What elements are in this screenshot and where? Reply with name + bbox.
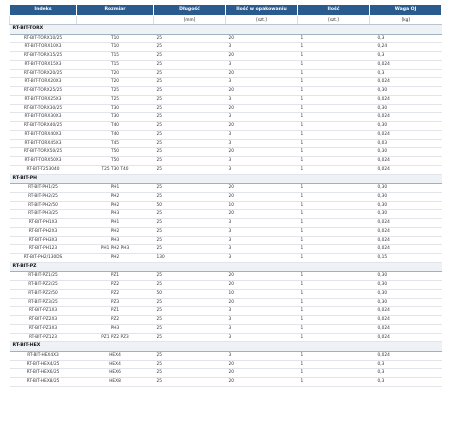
ilosc-cell: 1: [298, 281, 370, 290]
waga-cell: 0,024: [370, 157, 442, 166]
waga-cell: 0,30: [370, 298, 442, 307]
column-header-rozmiar: Rozmiar: [77, 5, 154, 16]
waga-cell: 0,024: [370, 227, 442, 236]
waga-cell: 0,3: [370, 34, 442, 43]
waga-cell: 0,024: [370, 316, 442, 325]
ilosc-opak-cell: 20: [226, 281, 298, 290]
table-row: [10, 324, 442, 333]
dlugosc-cell: 50: [154, 201, 226, 210]
dlugosc-cell: 25: [154, 157, 226, 166]
rozmiar-cell: PH3: [77, 210, 154, 219]
ilosc-cell: 1: [298, 78, 370, 87]
waga-cell: 0,024: [370, 78, 442, 87]
rozmiar-cell: T15: [77, 60, 154, 69]
ilosc-opak-cell: 3: [226, 157, 298, 166]
table-row: [10, 316, 442, 325]
ilosc-opak-cell: 20: [226, 104, 298, 113]
rozmiar-cell: T20: [77, 78, 154, 87]
rozmiar-cell: T50: [77, 157, 154, 166]
unit-cell: [szt.]: [226, 16, 298, 25]
indeks-cell: RT-BIT-TORX10/25: [10, 34, 77, 43]
ilosc-cell: 1: [298, 95, 370, 104]
dlugosc-cell: 50: [154, 289, 226, 298]
rozmiar-cell: T50: [77, 148, 154, 157]
ilosc-cell: 1: [298, 316, 370, 325]
ilosc-opak-cell: 3: [226, 130, 298, 139]
dlugosc-cell: 130: [154, 254, 226, 263]
table-row: [10, 360, 442, 369]
ilosc-cell: 1: [298, 378, 370, 387]
ilosc-cell: 1: [298, 351, 370, 360]
ilosc-opak-cell: 3: [226, 139, 298, 148]
rozmiar-cell: HEX4: [77, 360, 154, 369]
waga-cell: 0,30: [370, 210, 442, 219]
dlugosc-cell: 25: [154, 122, 226, 131]
indeks-cell: RT-BIT-TORX30X3: [10, 113, 77, 122]
indeks-cell: RT-BIT-PH123: [10, 245, 77, 254]
rozmiar-cell: T25: [77, 87, 154, 96]
dlugosc-cell: 25: [154, 130, 226, 139]
ilosc-opak-cell: 20: [226, 184, 298, 193]
dlugosc-cell: 25: [154, 324, 226, 333]
table-row: [10, 289, 442, 298]
rozmiar-cell: PH1: [77, 184, 154, 193]
dlugosc-cell: 25: [154, 34, 226, 43]
indeks-cell: RT-BIT-PH2/50: [10, 201, 77, 210]
table-row: [10, 192, 442, 201]
waga-cell: 0,30: [370, 122, 442, 131]
dlugosc-cell: 25: [154, 245, 226, 254]
rozmiar-cell: PH2: [77, 254, 154, 263]
ilosc-cell: 1: [298, 201, 370, 210]
ilosc-cell: 1: [298, 324, 370, 333]
rozmiar-cell: PH1: [77, 219, 154, 228]
dlugosc-cell: 25: [154, 95, 226, 104]
indeks-cell: RT-BIT-TORX30/25: [10, 104, 77, 113]
ilosc-opak-cell: 20: [226, 360, 298, 369]
rozmiar-cell: PZ2: [77, 289, 154, 298]
table-body: [10, 25, 442, 387]
table-row: [10, 34, 442, 43]
units-row: [10, 16, 442, 25]
ilosc-cell: 1: [298, 148, 370, 157]
ilosc-cell: 1: [298, 192, 370, 201]
column-header-indeks: Indeks: [10, 5, 77, 16]
indeks-cell: RT-BIT-TORX20X3: [10, 78, 77, 87]
unit-cell: [77, 16, 154, 25]
ilosc-cell: 1: [298, 369, 370, 378]
ilosc-cell: 1: [298, 52, 370, 61]
table-row: [10, 184, 442, 193]
waga-cell: 0,30: [370, 148, 442, 157]
waga-cell: 0,024: [370, 113, 442, 122]
indeks-cell: RT-BIT-TORX50/25: [10, 148, 77, 157]
waga-cell: 0,30: [370, 87, 442, 96]
section-header-row: [10, 262, 442, 272]
ilosc-opak-cell: 3: [226, 333, 298, 342]
unit-cell: [mm]: [154, 16, 226, 25]
ilosc-opak-cell: 20: [226, 369, 298, 378]
indeks-cell: RT-BIT-PZ2/50: [10, 289, 77, 298]
waga-cell: 0,3: [370, 360, 442, 369]
indeks-cell: RT-BIT-T253040: [10, 165, 77, 174]
waga-cell: 0,3: [370, 52, 442, 61]
ilosc-opak-cell: 20: [226, 378, 298, 387]
indeks-cell: RT-BIT-TORX50X3: [10, 157, 77, 166]
dlugosc-cell: 25: [154, 298, 226, 307]
rozmiar-cell: PZ2: [77, 281, 154, 290]
ilosc-opak-cell: 3: [226, 113, 298, 122]
dlugosc-cell: 25: [154, 333, 226, 342]
table-row: [10, 113, 442, 122]
ilosc-cell: 1: [298, 272, 370, 281]
indeks-cell: RT-BIT-PH1/25: [10, 184, 77, 193]
waga-cell: 0,024: [370, 307, 442, 316]
table-row: [10, 298, 442, 307]
rozmiar-cell: PZ3: [77, 298, 154, 307]
dlugosc-cell: 25: [154, 351, 226, 360]
table-row: [10, 130, 442, 139]
indeks-cell: RT-BIT-PZ1X3: [10, 307, 77, 316]
rozmiar-cell: PH2: [77, 201, 154, 210]
ilosc-cell: 1: [298, 219, 370, 228]
dlugosc-cell: 25: [154, 192, 226, 201]
indeks-cell: RT-BIT-PZ3X3: [10, 324, 77, 333]
ilosc-cell: 1: [298, 236, 370, 245]
rozmiar-cell: HEX6: [77, 369, 154, 378]
indeks-cell: RT-BIT-HEX4X3: [10, 351, 77, 360]
rozmiar-cell: PH2: [77, 227, 154, 236]
table-row: [10, 95, 442, 104]
indeks-cell: RT-BIT-PH2X3: [10, 227, 77, 236]
table-row: [10, 351, 442, 360]
table-row: [10, 157, 442, 166]
product-table-container: [9, 4, 441, 387]
rozmiar-cell: PH3: [77, 324, 154, 333]
waga-cell: 0,15: [370, 254, 442, 263]
ilosc-opak-cell: 3: [226, 43, 298, 52]
waga-cell: 0,24: [370, 43, 442, 52]
table-header: [10, 5, 442, 25]
indeks-cell: RT-BIT-HEX8/25: [10, 378, 77, 387]
waga-cell: 0,3: [370, 378, 442, 387]
table-row: [10, 60, 442, 69]
ilosc-opak-cell: 20: [226, 298, 298, 307]
dlugosc-cell: 25: [154, 148, 226, 157]
table-row: [10, 254, 442, 263]
rozmiar-cell: PH3: [77, 236, 154, 245]
ilosc-cell: 1: [298, 360, 370, 369]
indeks-cell: RT-BIT-TORX40/25: [10, 122, 77, 131]
indeks-cell: RT-BIT-PZ123: [10, 333, 77, 342]
dlugosc-cell: 25: [154, 60, 226, 69]
rozmiar-cell: T30: [77, 113, 154, 122]
dlugosc-cell: 25: [154, 369, 226, 378]
indeks-cell: RT-BIT-PH1X3: [10, 219, 77, 228]
ilosc-opak-cell: 3: [226, 78, 298, 87]
ilosc-opak-cell: 20: [226, 192, 298, 201]
rozmiar-cell: T10: [77, 34, 154, 43]
waga-cell: 0,30: [370, 184, 442, 193]
table-row: [10, 43, 442, 52]
dlugosc-cell: 25: [154, 113, 226, 122]
rozmiar-cell: PZ1: [77, 272, 154, 281]
table-row: [10, 122, 442, 131]
dlugosc-cell: 25: [154, 272, 226, 281]
ilosc-cell: 1: [298, 34, 370, 43]
product-table: [9, 4, 442, 387]
ilosc-cell: 1: [298, 289, 370, 298]
ilosc-cell: 1: [298, 298, 370, 307]
ilosc-cell: 1: [298, 69, 370, 78]
ilosc-opak-cell: 3: [226, 351, 298, 360]
dlugosc-cell: 25: [154, 87, 226, 96]
indeks-cell: RT-BIT-PZ3/25: [10, 298, 77, 307]
ilosc-opak-cell: 3: [226, 254, 298, 263]
ilosc-opak-cell: 3: [226, 219, 298, 228]
dlugosc-cell: 25: [154, 43, 226, 52]
ilosc-cell: 1: [298, 184, 370, 193]
table-row: [10, 139, 442, 148]
waga-cell: 0,024: [370, 324, 442, 333]
dlugosc-cell: 25: [154, 307, 226, 316]
indeks-cell: RT-BIT-PZ2/25: [10, 281, 77, 290]
dlugosc-cell: 25: [154, 360, 226, 369]
ilosc-opak-cell: 3: [226, 227, 298, 236]
waga-cell: 0,024: [370, 130, 442, 139]
table-row: [10, 78, 442, 87]
rozmiar-cell: T10: [77, 43, 154, 52]
waga-cell: 0,30: [370, 104, 442, 113]
ilosc-opak-cell: 10: [226, 201, 298, 210]
table-row: [10, 210, 442, 219]
column-header-ilosc: Ilość: [298, 5, 370, 16]
waga-cell: 0,03: [370, 139, 442, 148]
dlugosc-cell: 25: [154, 236, 226, 245]
waga-cell: 0,024: [370, 351, 442, 360]
table-row: [10, 281, 442, 290]
dlugosc-cell: 25: [154, 184, 226, 193]
ilosc-opak-cell: 20: [226, 34, 298, 43]
dlugosc-cell: 25: [154, 281, 226, 290]
waga-cell: 0,30: [370, 201, 442, 210]
rozmiar-cell: T15: [77, 52, 154, 61]
table-row: [10, 236, 442, 245]
dlugosc-cell: 25: [154, 210, 226, 219]
ilosc-cell: 1: [298, 333, 370, 342]
dlugosc-cell: 25: [154, 78, 226, 87]
table-row: [10, 165, 442, 174]
dlugosc-cell: 25: [154, 139, 226, 148]
ilosc-opak-cell: 20: [226, 87, 298, 96]
rozmiar-cell: HEX8: [77, 378, 154, 387]
indeks-cell: RT-BIT-TORX25X3: [10, 95, 77, 104]
rozmiar-cell: PZ1 PZ2 PZ3: [77, 333, 154, 342]
table-row: [10, 245, 442, 254]
ilosc-opak-cell: 3: [226, 95, 298, 104]
ilosc-opak-cell: 20: [226, 52, 298, 61]
dlugosc-cell: 25: [154, 104, 226, 113]
indeks-cell: RT-BIT-PH3/25: [10, 210, 77, 219]
indeks-cell: RT-BIT-TORX15/25: [10, 52, 77, 61]
rozmiar-cell: T30: [77, 104, 154, 113]
ilosc-opak-cell: 10: [226, 289, 298, 298]
section-title: RT-BIT-TORX: [10, 25, 442, 35]
ilosc-opak-cell: 3: [226, 324, 298, 333]
table-row: [10, 52, 442, 61]
ilosc-cell: 1: [298, 60, 370, 69]
ilosc-cell: 1: [298, 104, 370, 113]
ilosc-opak-cell: 3: [226, 165, 298, 174]
dlugosc-cell: 25: [154, 378, 226, 387]
ilosc-opak-cell: 20: [226, 272, 298, 281]
indeks-cell: RT-BIT-PH2/130DS: [10, 254, 77, 263]
ilosc-cell: 1: [298, 254, 370, 263]
section-header-row: [10, 25, 442, 35]
indeks-cell: RT-BIT-TORX15X3: [10, 60, 77, 69]
table-row: [10, 219, 442, 228]
ilosc-cell: 1: [298, 210, 370, 219]
column-header-ilosc-w-opakowaniu: Ilość w opakowaniu: [226, 5, 298, 16]
table-row: [10, 87, 442, 96]
waga-cell: 0,024: [370, 333, 442, 342]
ilosc-cell: 1: [298, 113, 370, 122]
table-row: [10, 378, 442, 387]
ilosc-cell: 1: [298, 130, 370, 139]
rozmiar-cell: T25 T30 T40: [77, 165, 154, 174]
ilosc-cell: 1: [298, 165, 370, 174]
ilosc-opak-cell: 3: [226, 316, 298, 325]
rozmiar-cell: PZ1: [77, 307, 154, 316]
rozmiar-cell: T20: [77, 69, 154, 78]
ilosc-cell: 1: [298, 227, 370, 236]
indeks-cell: RT-BIT-TORX20/25: [10, 69, 77, 78]
column-header-waga: Waga OJ: [370, 5, 442, 16]
ilosc-opak-cell: 20: [226, 69, 298, 78]
indeks-cell: RT-BIT-PH2/25: [10, 192, 77, 201]
column-header-dlugosc: Długość: [154, 5, 226, 16]
dlugosc-cell: 25: [154, 52, 226, 61]
waga-cell: 0,024: [370, 95, 442, 104]
header-row: [10, 5, 442, 16]
indeks-cell: RT-BIT-TORX40X3: [10, 130, 77, 139]
dlugosc-cell: 25: [154, 165, 226, 174]
ilosc-cell: 1: [298, 122, 370, 131]
table-row: [10, 148, 442, 157]
waga-cell: 0,30: [370, 289, 442, 298]
rozmiar-cell: T40: [77, 130, 154, 139]
table-row: [10, 369, 442, 378]
rozmiar-cell: PH2: [77, 192, 154, 201]
ilosc-cell: 1: [298, 157, 370, 166]
indeks-cell: RT-BIT-TORX10X3: [10, 43, 77, 52]
indeks-cell: RT-BIT-TORX25/25: [10, 87, 77, 96]
dlugosc-cell: 25: [154, 316, 226, 325]
waga-cell: 0,3: [370, 369, 442, 378]
section-header-row: [10, 342, 442, 352]
ilosc-opak-cell: 3: [226, 60, 298, 69]
section-title: RT-BIT-PH: [10, 174, 442, 184]
table-row: [10, 69, 442, 78]
waga-cell: 0,024: [370, 245, 442, 254]
waga-cell: 0,3: [370, 69, 442, 78]
rozmiar-cell: PZ2: [77, 316, 154, 325]
indeks-cell: RT-BIT-PH3X3: [10, 236, 77, 245]
rozmiar-cell: T40: [77, 122, 154, 131]
section-title: RT-BIT-PZ: [10, 262, 442, 272]
dlugosc-cell: 25: [154, 69, 226, 78]
table-row: [10, 333, 442, 342]
waga-cell: 0,024: [370, 165, 442, 174]
indeks-cell: RT-BIT-HEX4/25: [10, 360, 77, 369]
waga-cell: 0,024: [370, 60, 442, 69]
section-header-row: [10, 174, 442, 184]
ilosc-opak-cell: 3: [226, 236, 298, 245]
section-title: RT-BIT-HEX: [10, 342, 442, 352]
ilosc-cell: 1: [298, 139, 370, 148]
indeks-cell: RT-BIT-TORX45X3: [10, 139, 77, 148]
waga-cell: 0,30: [370, 192, 442, 201]
rozmiar-cell: PH1 PH2 PH3: [77, 245, 154, 254]
ilosc-opak-cell: 20: [226, 148, 298, 157]
ilosc-opak-cell: 3: [226, 245, 298, 254]
table-row: [10, 227, 442, 236]
unit-cell: [kg]: [370, 16, 442, 25]
table-row: [10, 201, 442, 210]
waga-cell: 0,30: [370, 272, 442, 281]
ilosc-opak-cell: 20: [226, 122, 298, 131]
rozmiar-cell: HEX4: [77, 351, 154, 360]
ilosc-cell: 1: [298, 87, 370, 96]
ilosc-cell: 1: [298, 307, 370, 316]
waga-cell: 0,30: [370, 281, 442, 290]
ilosc-opak-cell: 3: [226, 307, 298, 316]
table-row: [10, 307, 442, 316]
indeks-cell: RT-BIT-PZ2X3: [10, 316, 77, 325]
ilosc-opak-cell: 20: [226, 210, 298, 219]
dlugosc-cell: 25: [154, 219, 226, 228]
unit-cell: [szt.]: [298, 16, 370, 25]
table-row: [10, 272, 442, 281]
dlugosc-cell: 25: [154, 227, 226, 236]
indeks-cell: RT-BIT-PZ1/25: [10, 272, 77, 281]
ilosc-cell: 1: [298, 43, 370, 52]
ilosc-cell: 1: [298, 245, 370, 254]
waga-cell: 0,024: [370, 219, 442, 228]
indeks-cell: RT-BIT-HEX6/25: [10, 369, 77, 378]
table-row: [10, 104, 442, 113]
waga-cell: 0,024: [370, 236, 442, 245]
rozmiar-cell: T45: [77, 139, 154, 148]
rozmiar-cell: T25: [77, 95, 154, 104]
unit-cell: [10, 16, 77, 25]
